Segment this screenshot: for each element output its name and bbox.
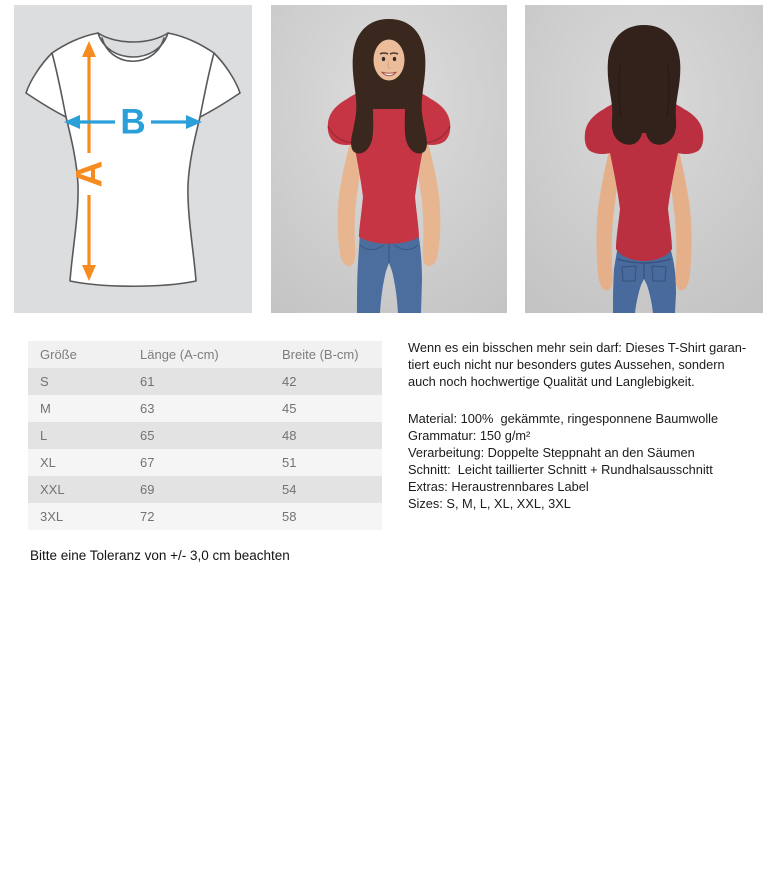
cell-size: XL [28,449,128,476]
cell-size: M [28,395,128,422]
size-diagram-svg [14,5,252,313]
table-row-xl [28,449,382,476]
image-row [14,5,763,313]
description-material: Material: 100% gekämmte, ringesponnene Baumwolle [408,411,719,426]
cell-width: 51 [270,449,382,476]
cell-size: 3XL [28,503,128,530]
back-hair [608,25,681,145]
model-front-svg [271,5,507,313]
description-extras: Extras: Heraustrennbares Label [408,479,589,494]
table-row-l [28,422,382,449]
size-chart-header-row [28,341,382,368]
table-row-3xl [28,503,382,530]
description-schnitt: Schnitt: Leicht taillierter Schnitt + Rundhalsausschnitt [408,462,713,477]
cell-size: XXL [28,476,128,503]
size-chart-table [28,341,382,530]
description-verarbeitung: Verarbeitung: Doppelte Steppnaht an den Säumen [408,445,695,460]
description-line: auch noch hochwertige Qualität und Langlebigkeit. [408,374,695,389]
header-laenge: Länge (A-cm) [128,341,270,368]
cell-width: 58 [270,503,382,530]
description-line: Wenn es ein bisschen mehr sein darf: Dieses T-Shirt garan- [408,340,747,355]
model-front-photo [271,5,507,313]
table-row-s [28,368,382,395]
cell-length: 61 [128,368,270,395]
label-a: A [68,160,110,188]
table-row-m [28,395,382,422]
cell-length: 67 [128,449,270,476]
header-groesse: Größe [28,341,128,368]
front-face [373,24,405,81]
size-diagram-image [14,5,252,313]
model-back-photo [525,5,763,313]
cell-width: 54 [270,476,382,503]
description-grammatur: Grammatur: 150 g/m² [408,428,531,443]
header-breite: Breite (B-cm) [270,341,382,368]
model-back-svg [525,5,763,313]
cell-length: 65 [128,422,270,449]
description-line: tiert euch nicht nur besonders gutes Aussehen, sondern [408,357,725,372]
cell-size: S [28,368,128,395]
table-row-xxl [28,476,382,503]
cell-width: 45 [270,395,382,422]
product-description [408,339,774,512]
tolerance-note: Bitte eine Toleranz von +/- 3,0 cm beachten [30,548,290,563]
cell-width: 48 [270,422,382,449]
label-b: B [120,102,146,142]
cell-size: L [28,422,128,449]
cell-length: 72 [128,503,270,530]
description-sizes: Sizes: S, M, L, XL, XXL, 3XL [408,496,571,511]
cell-width: 42 [270,368,382,395]
cell-length: 63 [128,395,270,422]
paragraph-gap [408,390,774,410]
cell-length: 69 [128,476,270,503]
